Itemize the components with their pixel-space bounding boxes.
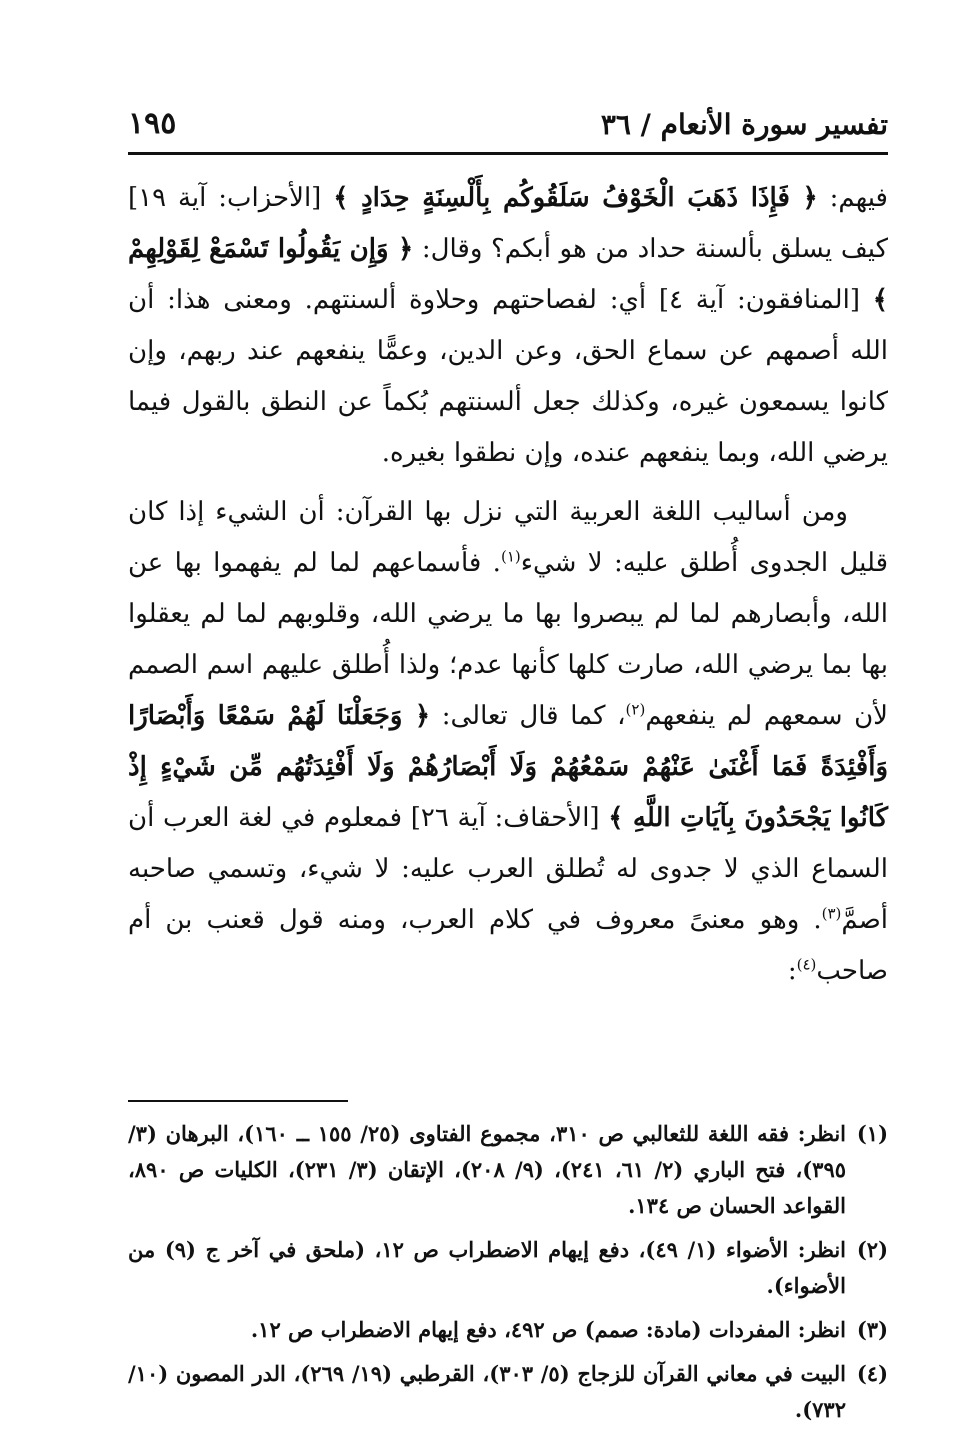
- quran-verse: ﴿ وَجَعَلْنَا لَهُمْ سَمْعًا وَأَبْصَارًا وَأَفْئِدَةً فَمَا أَغْنَىٰ عَنْهُمْ سَمْعُهُمْ وَلَا أَبْصَارُهُمْ وَلَا أَفْئِدَتُهُم مِّن شَيْءٍ إِذْ كَانُوا يَجْحَدُونَ بِآيَاتِ اللَّهِ ﴾: [128, 701, 888, 833]
- quran-verse: ﴿ وَإِن يَقُولُوا تَسْمَعْ لِقَوْلِهِمْ ﴾: [128, 234, 889, 315]
- text-run: [الأحزاب: آية ١٩] كيف يسلق بألسنة حداد من هو أبكم؟ وقال:: [128, 183, 888, 264]
- paragraph-1: [128, 173, 888, 479]
- footnote-number: (٣): [856, 1317, 888, 1342]
- footnote-text: انظر: فقه اللغة للثعالبي ص ٣١٠، مجموع الفتاوى (٢٥/ ١٥٥ ــ ١٦٠)، البرهان (٣/ ٣٩٥)، فتح الباري (٢/ ٦١، ٢٤١)، (٩/ ٢٠٨)، الإتقان (٣/ ٢٣١)، الكليات ص ٨٩٠، القواعد الحسان ص ١٣٤.: [128, 1121, 847, 1218]
- footnote-text: انظر: المفردات (مادة: صمم) ص ٤٩٢، دفع إيهام الاضطراب ص ١٢.: [250, 1317, 846, 1342]
- footnote-ref[interactable]: (٤): [796, 955, 817, 974]
- text-run: ومن أساليب اللغة العربية التي نزل بها القرآن: أن الشيء إذا كان قليل الجدوى أُطلق عليه: لا شيء: [128, 497, 888, 578]
- footnote-number: (١): [856, 1121, 888, 1146]
- footnote-ref[interactable]: (١): [500, 547, 521, 566]
- running-title: تفسير سورة الأنعام / ٣٦: [600, 108, 888, 141]
- footnote-number: (٤): [856, 1361, 888, 1386]
- book-page: [128, 104, 889, 1422]
- footnote-1: [128, 1116, 888, 1224]
- footnote-separator: [128, 1100, 348, 1102]
- page-number: ١٩٥: [128, 106, 177, 141]
- text-run: فيهم:: [817, 183, 888, 213]
- footnote-2: [128, 1232, 888, 1304]
- footnote-text: البيت في معاني القرآن للزجاج (٥/ ٣٠٣)، القرطبي (١٩/ ٢٦٩)، الدر المصون (١٠/ ٧٣٢).: [128, 1361, 846, 1422]
- quran-verse: ﴿ فَإِذَا ذَهَبَ الْخَوْفُ سَلَقُوكُم بِأَلْسِنَةٍ حِدَادٍ ﴾: [333, 183, 818, 213]
- text-run: [الأحقاف: آية ٢٦] فمعلوم في لغة العرب أن السماع الذي لا جدوى له تُطلق العرب عليه: لا شيء، وتسمي صاحبه أصمَّ: [128, 803, 888, 935]
- footnote-number: (٢): [856, 1237, 888, 1262]
- footnote-4: [128, 1356, 888, 1428]
- main-text: [128, 173, 888, 997]
- footnotes: [128, 1116, 888, 1436]
- page-header: [128, 104, 888, 155]
- text-run: [المنافقون: آية ٤] أي: لفصاحتهم وحلاوة ألسنتهم. ومعنى هذا: أن الله أصمهم عن سماع الحق، وعن الدين، وعمًّا ينفعهم عند ربهم، وإن كانوا يسمعون غيره، وكذلك جعل ألسنتهم بُكماً عن النطق بالقول فيما يرضي الله، وبما ينفعهم عنده، وإن نطقوا بغيره.: [128, 285, 888, 468]
- footnote-ref[interactable]: (٢): [625, 700, 646, 719]
- paragraph-2: [128, 487, 888, 997]
- footnote-3: [128, 1312, 888, 1348]
- footnote-text: انظر: الأضواء (١/ ٤٩)، دفع إيهام الاضطراب ص ١٢، (ملحق في آخر ج (٩) من الأضواء).: [128, 1237, 847, 1298]
- text-run: ، كما قال تعالى:: [430, 701, 626, 731]
- text-run: :: [787, 956, 797, 986]
- text-run: . فأسماعهم لما لم يفهموا بها عن الله، وأبصارهم لما لم يبصروا بها ما يرضي الله، وقلوبهم لما لم يعقلوا بها بما يرضي الله، صارت كلها كأنها عدم؛ ولذا أُطلق عليهم اسم الصمم لأن سمعهم لم ينفعهم: [128, 548, 889, 731]
- text-run: . وهو معنىً معروف في كلام العرب، ومنه قول قعنب بن أم صاحب: [128, 905, 888, 986]
- footnote-ref[interactable]: (٣): [821, 904, 842, 923]
